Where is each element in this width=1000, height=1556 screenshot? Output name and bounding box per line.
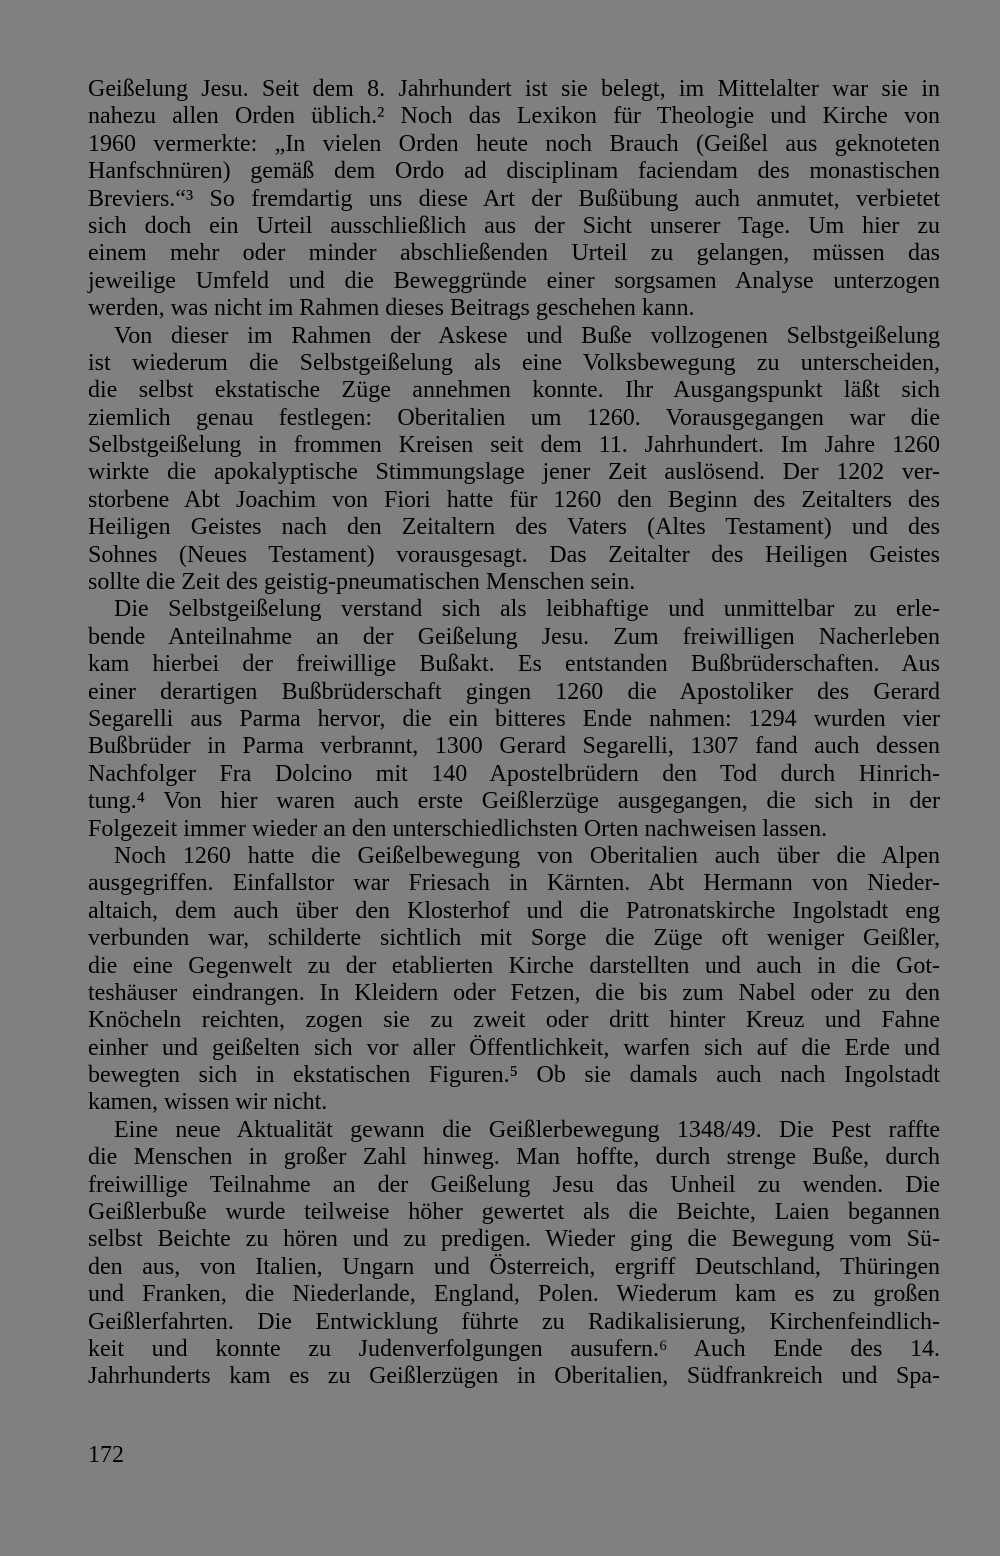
text-line: Von dieser im Rahmen der Askese und Buße vollzogenen Selbstgeißelung [114, 322, 940, 349]
text-line: Geißlerfahrten. Die Entwicklung führte zu Radikalisierung, Kirchenfeindlich- [88, 1308, 940, 1335]
text-line: einher und geißelten sich vor aller Öffentlichkeit, warfen sich auf die Erde und [88, 1034, 940, 1061]
text-line: wirkte die apokalyptische Stimmungslage jener Zeit auslösend. Der 1202 ver- [88, 459, 940, 486]
text-line: ausgegriffen. Einfallstor war Friesach in Kärnten. Abt Hermann von Nieder- [88, 870, 940, 897]
text-line: Selbstgeißelung in frommen Kreisen seit dem 11. Jahrhundert. Im Jahre 1260 [88, 432, 940, 459]
page-number: 172 [88, 1442, 124, 1468]
text-line: die selbst ekstatische Züge annehmen konnte. Ihr Ausgangspunkt läßt sich [88, 377, 940, 404]
text-line: jeweilige Umfeld und die Beweggründe einer sorgsamen Analyse unterzogen [88, 267, 940, 294]
text-line: einer derartigen Bußbrüderschaft gingen 1260 die Apostoliker des Gerard [88, 678, 940, 705]
text-line: Geißlerbuße wurde teilweise höher gewertet als die Beichte, Laien begannen [88, 1199, 940, 1226]
text-line: 1960 vermerkte: „In vielen Orden heute noch Brauch (Geißel aus geknoteten [88, 130, 940, 157]
text-line: bewegten sich in ekstatischen Figuren.⁵ Ob sie damals auch nach Ingolstadt [88, 1062, 940, 1089]
text-line: die Menschen in großer Zahl hinweg. Man hoffte, durch strenge Buße, durch [88, 1144, 940, 1171]
text-line: selbst Beichte zu hören und zu predigen. Wieder ging die Bewegung vom Sü- [88, 1226, 940, 1253]
text-line: Nachfolger Fra Dolcino mit 140 Apostelbrüdern den Tod durch Hinrich- [88, 760, 940, 787]
text-line: ziemlich genau festlegen: Oberitalien um 1260. Vorausgegangen war die [88, 404, 940, 431]
text-line: Heiligen Geistes nach den Zeitaltern des Vaters (Altes Testament) und des [88, 514, 940, 541]
text-line: bende Anteilnahme an der Geißelung Jesu. Zum freiwilligen Nacherleben [88, 623, 940, 650]
text-line: Noch 1260 hatte die Geißelbewegung von Oberitalien auch über die Alpen [114, 842, 940, 869]
text-line: Die Selbstgeißelung verstand sich als leibhaftige und unmittelbar zu erle- [114, 596, 940, 623]
text-line: einem mehr oder minder abschließenden Urteil zu gelangen, müssen das [88, 240, 940, 267]
text-line: Breviers.“³ So fremdartig uns diese Art der Bußübung auch anmutet, verbietet [88, 185, 940, 212]
text-line: kam hierbei der freiwillige Bußakt. Es entstanden Bußbrüderschaften. Aus [88, 651, 940, 678]
text-line: freiwillige Teilnahme an der Geißelung Jesu das Unheil zu wenden. Die [88, 1171, 940, 1198]
page-body [88, 76, 940, 1391]
text-line: kamen, wissen wir nicht. [88, 1089, 328, 1116]
text-line: Knöcheln reichten, zogen sie zu zweit oder dritt hinter Kreuz und Fahne [88, 1007, 940, 1034]
text-line: tung.⁴ Von hier waren auch erste Geißlerzüge ausgegangen, die sich in der [88, 788, 940, 815]
text-line: keit und konnte zu Judenverfolgungen ausufern.⁶ Auch Ende des 14. [88, 1335, 940, 1362]
text-line: altaich, dem auch über den Klosterhof und die Patronatskirche Ingolstadt eng [88, 897, 940, 924]
text-line: Folgezeit immer wieder an den unterschiedlichsten Orten nachweisen lassen. [88, 815, 828, 842]
text-line: und Franken, die Niederlande, England, Polen. Wiederum kam es zu großen [88, 1281, 940, 1308]
text-line: Jahrhunderts kam es zu Geißlerzügen in Oberitalien, Südfrankreich und Spa- [88, 1363, 940, 1390]
text-line: werden, was nicht im Rahmen dieses Beitrags geschehen kann. [88, 295, 695, 322]
text-line: die eine Gegenwelt zu der etablierten Kirche darstellten und auch in die Got- [88, 952, 940, 979]
text-line: teshäuser eindrangen. In Kleidern oder Fetzen, die bis zum Nabel oder zu den [88, 979, 940, 1006]
text-line: Bußbrüder in Parma verbrannt, 1300 Gerard Segarelli, 1307 fand auch dessen [88, 733, 940, 760]
text-line: Hanfschnüren) gemäß dem Ordo ad disciplinam faciendam des monastischen [88, 158, 940, 185]
text-line: Sohnes (Neues Testament) vorausgesagt. Das Zeitalter des Heiligen Geistes [88, 541, 940, 568]
text-line: ist wiederum die Selbstgeißelung als eine Volksbewegung zu unterscheiden, [88, 349, 940, 376]
text-line: nahezu allen Orden üblich.² Noch das Lexikon für Theologie und Kirche von [88, 103, 940, 130]
text-line: sich doch ein Urteil ausschließlich aus der Sicht unserer Tage. Um hier zu [88, 212, 940, 239]
text-line: storbene Abt Joachim von Fiori hatte für 1260 den Beginn des Zeitalters des [88, 486, 940, 513]
text-line: Geißelung Jesu. Seit dem 8. Jahrhundert ist sie belegt, im Mittelalter war sie in [88, 76, 940, 102]
text-line: sollte die Zeit des geistig-pneumatischen Menschen sein. [88, 569, 636, 596]
text-line: Eine neue Aktualität gewann die Geißlerbewegung 1348/49. Die Pest raffte [114, 1116, 940, 1143]
text-line: den aus, von Italien, Ungarn und Österreich, ergriff Deutschland, Thüringen [88, 1253, 940, 1280]
text-line: verbunden war, schilderte sichtlich mit Sorge die Züge oft weniger Geißler, [88, 925, 940, 952]
text-line: Segarelli aus Parma hervor, die ein bitteres Ende nahmen: 1294 wurden vier [88, 705, 940, 732]
